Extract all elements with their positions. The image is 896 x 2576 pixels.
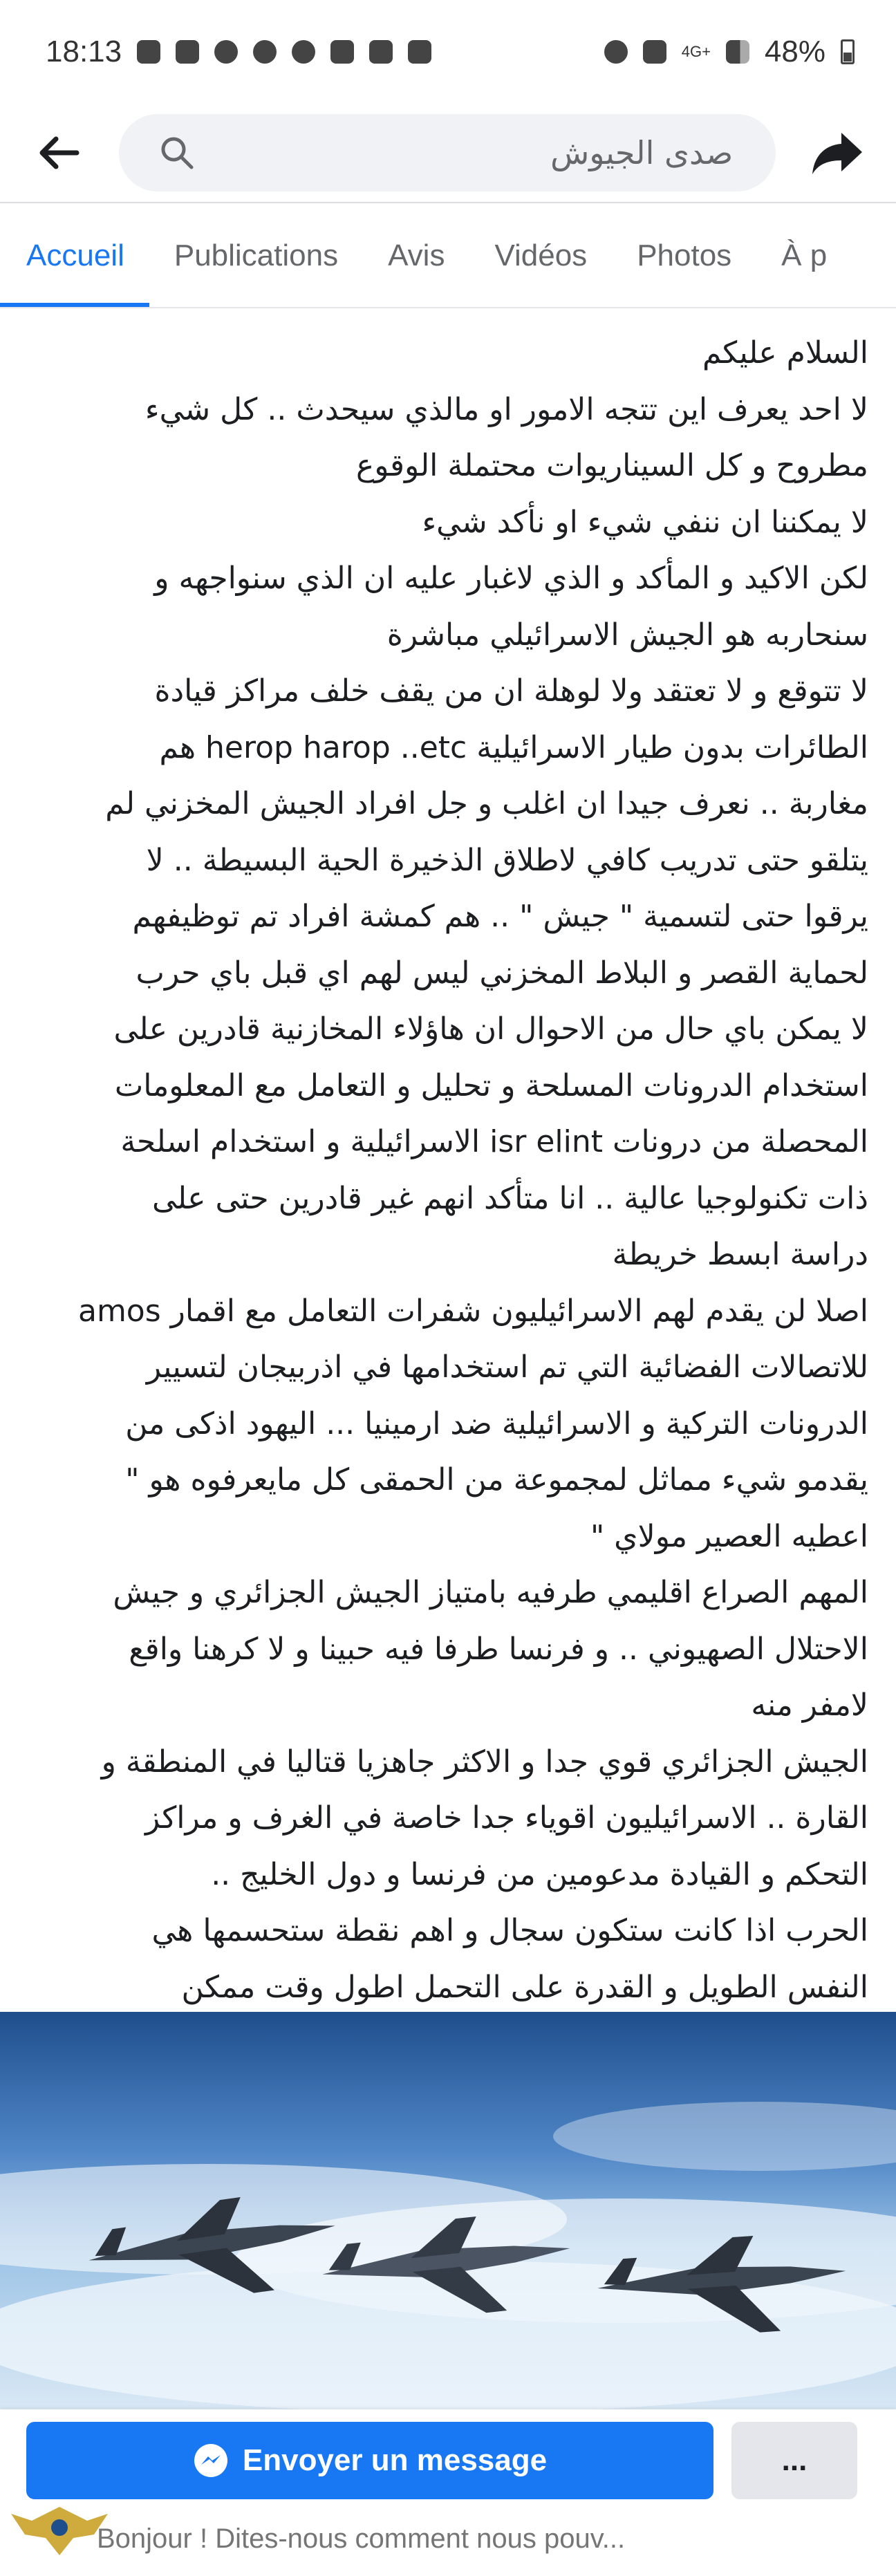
tab-about[interactable]: À p	[781, 239, 828, 272]
share-arrow-icon	[811, 130, 864, 176]
status-left	[46, 35, 431, 69]
page-tabs	[0, 205, 896, 308]
image-notification-icon	[176, 40, 199, 64]
post-line: لا احد يعرف اين تتجه الامور او مالذي سيحدث .. كل شيء	[144, 391, 868, 427]
tab-accueil[interactable]: Accueil	[0, 205, 149, 307]
post-line: الحرب اذا كانت ستكون سجال و اهم نقطة ستحسمها هي	[151, 1913, 868, 1948]
post-line: لا تتوقع و لا تعتقد ولا لوهلة ان من يقف خلف مراكز قيادة	[154, 673, 868, 709]
post-line: دراسة ابسط خريطة	[612, 1237, 868, 1272]
post-line: المحصلة من درونات isr elint الاسرائيلية و استخدام اسلحة	[120, 1124, 868, 1159]
post-line: لكن الاكيد و المأكد و الذي لاغبار عليه ان الذي سنواجهه و	[154, 561, 868, 596]
mute-icon	[643, 40, 666, 64]
post-line: التحكم و القيادة مدعومين من فرنسا و دول الخليج ..	[211, 1856, 868, 1892]
tab-avis[interactable]: Avis	[388, 239, 445, 272]
search-icon	[159, 135, 195, 171]
messenger-notification-icon	[292, 40, 315, 64]
post-line: لا يمكن باي حال من الاحوال ان هاؤلاء المخازنية قادرين على	[113, 1011, 868, 1047]
post-line: استخدام الدرونات المسلحة و تحليل و التعامل مع المعلومات	[114, 1067, 868, 1103]
signal-icon	[726, 40, 749, 64]
status-bar	[0, 0, 896, 104]
post-text	[0, 325, 896, 2012]
send-message-label: Envoyer un message	[242, 2443, 548, 2477]
fighter-jets-illustration	[0, 2012, 896, 2409]
network-type: 4G+	[681, 43, 711, 60]
messenger-icon	[193, 2443, 229, 2479]
post-image[interactable]	[0, 2012, 896, 2409]
target-notification-icon	[253, 40, 277, 64]
forum-logo	[4, 2500, 115, 2576]
back-button[interactable]	[28, 122, 90, 184]
tab-videos[interactable]: Vidéos	[494, 239, 588, 272]
arrow-left-icon	[38, 136, 80, 170]
more-options-button[interactable]: ...	[731, 2422, 857, 2499]
post-line: لامفر منه	[751, 1688, 868, 1723]
post-line: يرقوا حتى لتسمية " جيش " .. هم كمشة افراد تم توظيفهم	[132, 899, 868, 934]
gallery-notification-icon	[330, 40, 354, 64]
post-line: اصلا لن يقدم لهم الاسرائيليون شفرات التعامل مع اقمار amos	[77, 1293, 868, 1329]
incognito-notification-icon	[369, 40, 393, 64]
battery-icon	[841, 39, 855, 64]
post-line: الدرونات التركية و الاسرائيلية ضد ارمينيا ... اليهود اذكى من	[125, 1406, 868, 1441]
post-line: الجيش الجزائري قوي جدا و الاكثر جاهزيا قتاليا في المنطقة و	[101, 1744, 868, 1780]
clock: 18:13	[46, 35, 122, 68]
post-line: سنحاربه هو الجيش الاسرائيلي مباشرة	[386, 617, 868, 653]
post-line: السلام عليكم	[702, 335, 868, 371]
eagle-logo-icon	[4, 2500, 115, 2562]
post-line: النفس الطويل و القدرة على التحمل اطول وقت ممكن	[181, 1969, 868, 2005]
reply-input[interactable]	[95, 2513, 790, 2564]
tab-publications[interactable]: Publications	[174, 239, 339, 272]
page-header	[0, 104, 896, 203]
battery-percent: 48%	[764, 35, 825, 68]
share-button[interactable]	[806, 122, 868, 184]
tab-photos[interactable]: Photos	[637, 239, 732, 272]
bottom-action-bar	[0, 2409, 896, 2576]
post-line: لا يمكننا ان ننفي شيء او نأكد شيء	[422, 504, 868, 540]
post-line: المهم الصراع اقليمي طرفيه بامتياز الجيش الجزائري و جيش	[113, 1575, 868, 1610]
search-input[interactable]	[195, 133, 734, 172]
post-line: القارة .. الاسرائيليون اقوياء جدا خاصة في الغرف و مراكز	[145, 1800, 868, 1836]
post-line: مغاربة .. نعرف جيدا ان اغلب و جل افراد الجيش المخزني لم	[105, 786, 868, 821]
post-line: يتلقو حتى تدريب كافي لاطلاق الذخيرة الحية البسيطة .. لا	[146, 842, 868, 878]
post-line: لحماية القصر و البلاط المخزني ليس لهم اي قبل باي حرب	[136, 955, 868, 991]
status-right	[604, 35, 855, 69]
post-line: الاحتلال الصهيوني .. و فرنسا طرفا فيه حبينا و لا كرهنا واقع	[129, 1631, 868, 1667]
post-line: ذات تكنولوجيا عالية .. انا متأكد انهم غير قادرين حتى على	[151, 1180, 868, 1216]
post-line: يقدمو شيء مماثل لمجموعة من الحمقى كل مايعرفوه هو "	[125, 1462, 868, 1497]
youtube-notification-icon	[408, 40, 431, 64]
send-message-button[interactable]	[26, 2422, 713, 2499]
search-box[interactable]	[119, 114, 776, 192]
heart-notification-icon	[214, 40, 238, 64]
alarm-icon	[604, 40, 628, 64]
post-line: مطروح و كل السيناريوات محتملة الوقوع	[356, 448, 868, 483]
app-notification-icon	[137, 40, 160, 64]
post-line: اعطيه العصير مولاي "	[590, 1518, 868, 1554]
post-line: للاتصالات الفضائية التي تم استخدامها في اذربيجان لتسيير	[146, 1350, 868, 1385]
post-line: الطائرات بدون طيار الاسرائيلية herop harop ..etc هم	[159, 729, 868, 765]
